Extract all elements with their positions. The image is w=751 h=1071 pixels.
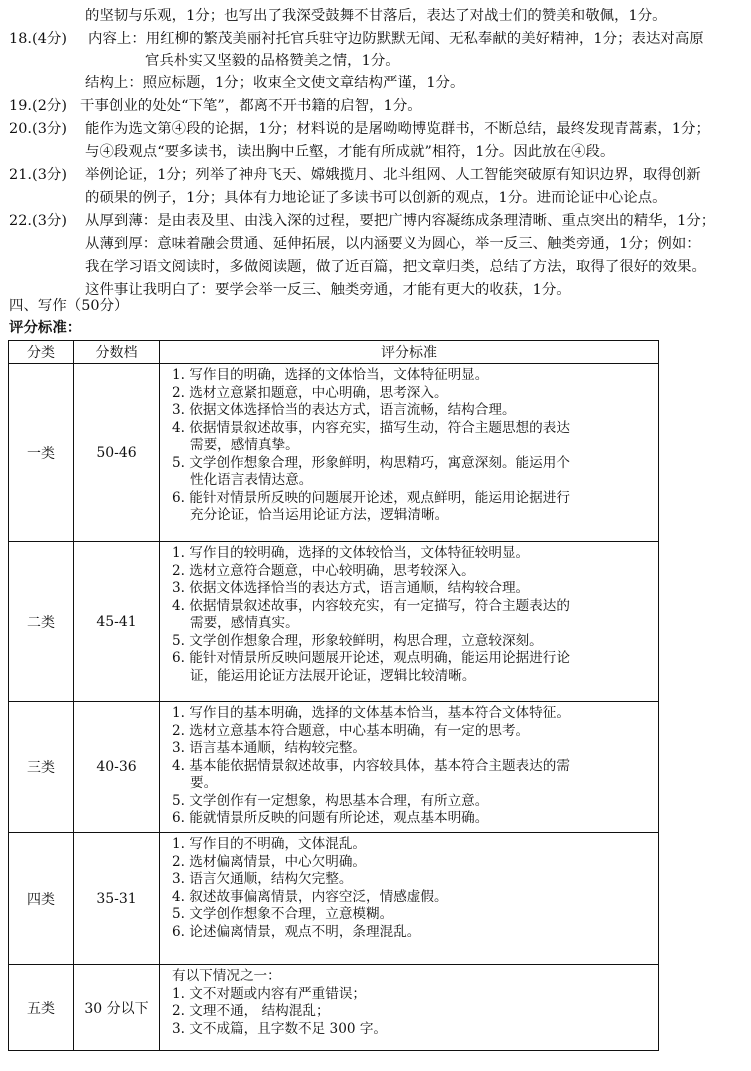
criteria-line: 5. 文学创作想象合理，形象较鲜明，构思合理，立意较深刻。 — [172, 632, 543, 649]
q22-number: 22.(3分) — [9, 213, 68, 229]
q19-number: 19.(2分) — [9, 98, 68, 114]
criteria-line: 需要，感情真实。 — [190, 615, 299, 631]
rubric-label: 评分标准： — [9, 319, 82, 336]
q21-line-2: 的硕果的例子，1分；具体有力地论证了多读书可以创新的观点，1分。进而论证中心论点。 — [85, 190, 667, 206]
criteria-line: 性化语言表情达意。 — [190, 472, 313, 488]
q22-line-1: 从厚到薄：是由表及里、由浅入深的过程，要把广博内容凝练成条理清晰、重点突出的精华，1分； — [85, 213, 716, 229]
criteria-cell — [160, 702, 659, 833]
criteria-line: 3. 依据文体选择恰当的表达方式，语言通顺，结构较合理。 — [172, 580, 530, 596]
score-cell: 45-41 — [74, 542, 160, 702]
criteria-line: 3. 文不成篇，且字数不足 300 字。 — [172, 1020, 388, 1037]
q18-line-1: 内容上：用红柳的繁茂美丽衬托官兵驻守边防默默无闻、无私奉献的美好精神，1分；表达对高原 — [88, 31, 704, 47]
category-cell: 四类 — [9, 833, 74, 965]
section-title: 四、写作（50分） — [9, 298, 129, 314]
category-cell: 一类 — [9, 364, 74, 542]
criteria-line: 6. 能针对情景所反映的问题展开论述，观点鲜明，能运用论据进行 — [172, 489, 570, 506]
rubric-row — [9, 702, 659, 833]
q20-line-2: 与④段观点“要多读书，读出胸中丘壑，才能有所成就”相符，1分。因此放在④段。 — [85, 144, 615, 160]
criteria-line: 6. 能就情景所反映的问题有所论述，观点基本明确。 — [172, 810, 489, 826]
score-cell: 35-31 — [74, 833, 160, 965]
header-category: 分类 — [9, 341, 74, 364]
q18-line-3: 结构上：照应标题，1分；收束全文使文章结构严谨，1分。 — [85, 75, 465, 91]
rubric-row — [9, 364, 659, 542]
criteria-line: 3. 依据文体选择恰当的表达方式，语言流畅，结构合理。 — [172, 402, 516, 418]
q20-number: 20.(3分) — [9, 121, 68, 137]
criteria-line: 6. 能针对情景所反映问题展开论述，观点明确，能运用论据进行论 — [172, 650, 570, 666]
criteria-line: 3. 语言基本通顺，结构较完整。 — [172, 740, 367, 756]
criteria-line: 1. 写作目的明确，选择的文体恰当，文体特征明显。 — [172, 367, 489, 383]
q18-number: 18.(4分) — [9, 31, 68, 47]
criteria-line: 4. 依据情景叙述故事，内容充实，描写生动，符合主题思想的表达 — [172, 419, 570, 436]
q22-line-2: 从薄到厚：意味着融会贯通、延伸拓展，以内涵要义为圆心，举一反三、触类旁通，1分；例如： — [85, 236, 701, 252]
criteria-line: 1. 写作目的不明确，文体混乱。 — [172, 836, 367, 852]
criteria-line: 2. 选材偏离情景，中心欠明确。 — [172, 853, 367, 870]
criteria-line: 4. 叙述故事偏离情景，内容空泛，情感虚假。 — [172, 888, 448, 905]
criteria-line: 充分论证，恰当运用论证方法，逻辑清晰。 — [190, 507, 449, 523]
criteria-line: 2. 选材立意符合题意，中心较明确，思考较深入。 — [172, 562, 475, 579]
criteria-line: 5. 文学创作想象合理，形象鲜明，构思精巧，寓意深刻。能运用个 — [172, 454, 570, 471]
criteria-line: 5. 文学创作有一定想象，构思基本合理，有所立意。 — [172, 792, 489, 809]
criteria-line: 4. 基本能依据情景叙述故事，内容较具体，基本符合主题表达的需 — [172, 757, 570, 774]
q22-line-3: 我在学习语文阅读时，多做阅读题，做了近百篇，把文章归类，总结了方法，取得了很好的效果。 — [85, 259, 706, 275]
q18-line-2: 官兵朴实又坚毅的品格赞美之情，1分。 — [145, 53, 400, 69]
criteria-cell — [160, 364, 659, 542]
criteria-line: 2. 文理不通， 结构混乱； — [172, 1003, 330, 1019]
criteria-line: 1. 写作目的较明确，选择的文体较恰当，文体特征较明显。 — [172, 545, 530, 561]
criteria-line: 证，能运用论证方法展开论证，逻辑比较清晰。 — [190, 667, 476, 684]
criteria-line: 4. 依据情景叙述故事，内容较充实，有一定描写，符合主题表达的 — [172, 597, 570, 614]
criteria-line: 6. 论述偏离情景，观点不明，条理混乱。 — [172, 923, 421, 940]
criteria-line: 1. 文不对题或内容有严重错误； — [172, 985, 367, 1002]
criteria-line: 有以下情况之一： — [172, 968, 281, 984]
q21-line-1: 举例论证，1分；列举了神舟飞天、嫦娥揽月、北斗组网、人工智能突破原有知识边界，取得创新 — [85, 167, 701, 183]
q22-line-4: 这件事让我明白了：要学会举一反三、触类旁通，才能有更大的收获，1分。 — [85, 282, 571, 298]
score-cell: 50-46 — [74, 364, 160, 542]
q17-tail-line: 的坚韧与乐观，1分；也写出了我深受鼓舞不甘落后，表达了对战士们的赞美和敬佩，1分。 — [85, 8, 667, 24]
q19-line-1: 干事创业的处处“下笔”，都离不开书籍的启智，1分。 — [80, 98, 422, 114]
criteria-line: 1. 写作目的基本明确，选择的文体基本恰当，基本符合文体特征。 — [172, 705, 570, 721]
category-cell: 三类 — [9, 702, 74, 833]
criteria-line: 要。 — [190, 775, 218, 791]
header-score: 分数档 — [74, 341, 160, 364]
score-cell: 40-36 — [74, 702, 160, 833]
q21-number: 21.(3分) — [9, 167, 68, 183]
rubric-row — [9, 542, 659, 702]
criteria-line: 2. 选材立意基本符合题意，中心基本明确，有一定的思考。 — [172, 722, 530, 739]
score-cell: 30 分以下 — [74, 965, 160, 1051]
criteria-cell — [160, 965, 659, 1051]
category-cell: 二类 — [9, 542, 74, 702]
rubric-row — [9, 965, 659, 1051]
criteria-cell — [160, 833, 659, 965]
category-cell: 五类 — [9, 965, 74, 1051]
rubric-header-row — [9, 341, 659, 364]
criteria-line: 需要，感情真挚。 — [190, 437, 299, 453]
q20-line-1: 能作为选文第④段的论据，1分；材料说的是屠呦呦博览群书，不断总结，最终发现青蒿素，1分； — [85, 121, 710, 137]
criteria-line: 3. 语言欠通顺，结构欠完整。 — [172, 871, 353, 887]
criteria-line: 2. 选材立意紧扣题意，中心明确，思考深入。 — [172, 384, 448, 401]
criteria-line: 5. 文学创作想象不合理，立意模糊。 — [172, 906, 394, 922]
criteria-cell — [160, 542, 659, 702]
rubric-row — [9, 833, 659, 965]
header-criteria: 评分标准 — [160, 341, 659, 364]
rubric-table — [8, 340, 659, 1051]
